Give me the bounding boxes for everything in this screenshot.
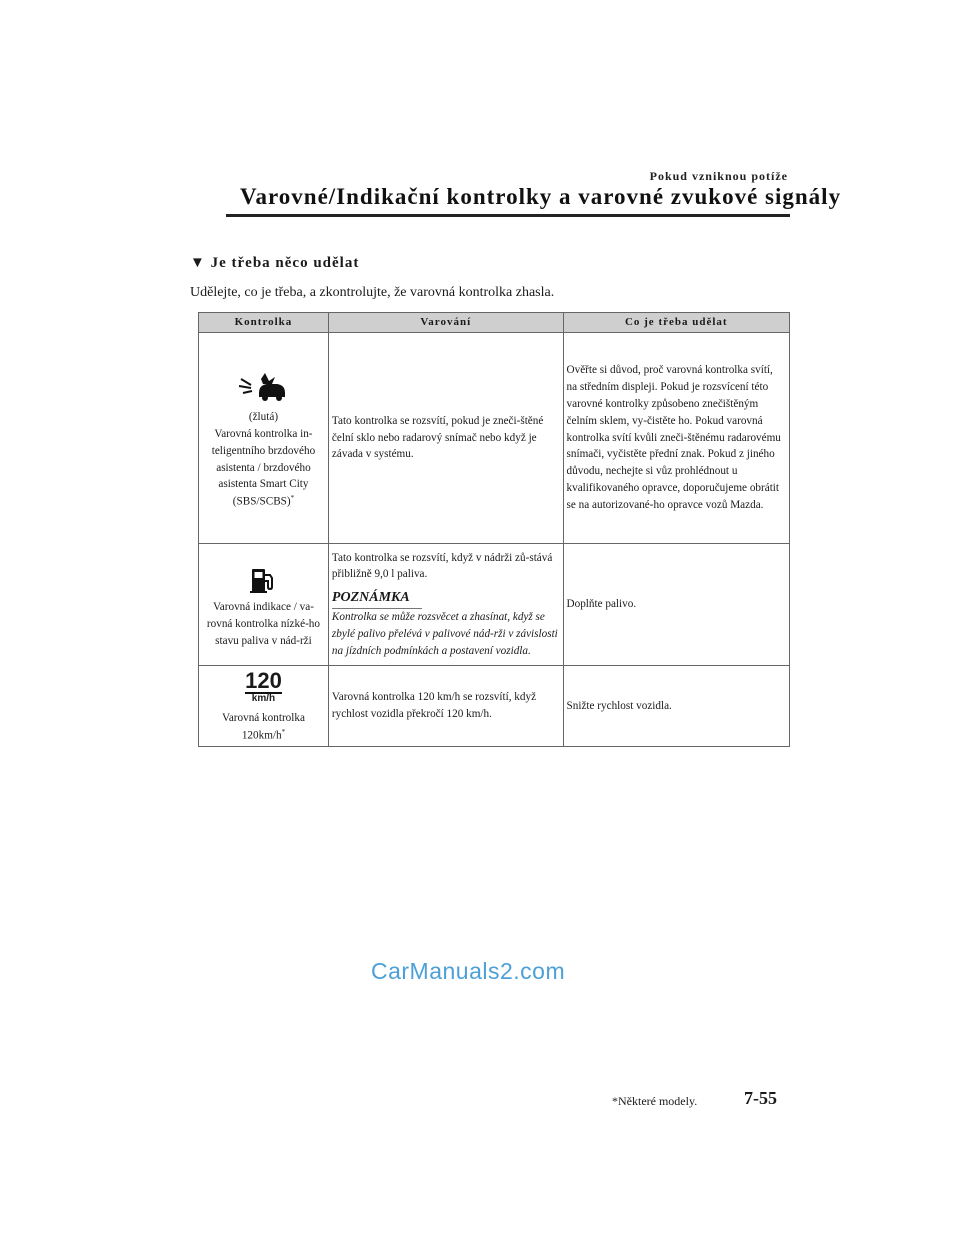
- section-label: Pokud vzniknou potíže: [649, 169, 788, 183]
- column-header-light: Kontrolka: [199, 313, 329, 333]
- fuel-pump-icon: [248, 565, 278, 595]
- table-header-row: [199, 313, 790, 333]
- speed-120-icon: 120 km/h: [245, 668, 282, 704]
- sbs-scbs-icon: [237, 371, 289, 405]
- light-cell: [199, 666, 329, 747]
- warning-cell: Tato kontrolka se rozsvítí, pokud je zneči-štěné čelní sklo nebo radarový snímač nebo když je závada v systému.: [328, 333, 563, 544]
- light-name: Varovná kontrolka in-teligentního brzdového asistenta / brzdového asistenta Smart City (SBS/SCBS)*: [211, 428, 316, 508]
- page-number: 7-55: [744, 1088, 777, 1108]
- subheading: ▼ Je třeba něco udělat: [190, 255, 360, 271]
- warning-light-table: [198, 312, 790, 747]
- warning-cell: Varovná kontrolka 120 km/h se rozsvítí, když rychlost vozidla překročí 120 km/h.: [328, 666, 563, 747]
- action-cell: Ověřte si důvod, proč varovná kontrolka svítí, na středním displeji. Pokud je rozsvícení této varovné kontrolky způsobeno znečištěným čelním sklem, vy-čistěte ho. Pokud varovná kontrolka svítí kvůli zneči-štěnému radarovému snímači, vyčistěte přední znak. Pokud z jiného důvodu, nechejte si vůz prohlédnout u kvalifikovaného opravce, doporučujeme obrátit se na autorizované-ho opravce vozů Mazda.: [563, 333, 789, 544]
- action-cell: Snižte rychlost vozidla.: [563, 666, 789, 747]
- page-title: Varovné/Indikační kontrolky a varovné zvukové signály: [240, 184, 842, 209]
- action-cell: Doplňte palivo.: [563, 544, 789, 666]
- note-text: Kontrolka se může rozsvěcet a zhasínat, když se zbylé palivo přelévá v palivové nád-rži v závislosti na jízdních podmínkách a postavení vozidla.: [331, 611, 558, 657]
- light-cell: [199, 544, 329, 666]
- warning-text: Tato kontrolka se rozsvítí, když v nádrži zů-stává přibližně 9,0 l paliva.: [331, 551, 553, 581]
- table-row: [199, 333, 790, 544]
- note-title: POZNÁMKA: [332, 587, 422, 609]
- light-name: Varovná indikace / va-rovná kontrolka nízké-ho stavu paliva v nád-rži: [206, 601, 320, 647]
- watermark: CarManuals2.com: [371, 958, 566, 984]
- warning-cell: [328, 544, 563, 666]
- light-cell: [199, 333, 329, 544]
- title-rule: [226, 214, 790, 217]
- table-row: [199, 666, 790, 747]
- intro-text: Udělejte, co je třeba, a zkontrolujte, že varovná kontrolka zhasla.: [190, 285, 555, 300]
- light-color-label: (žlutá): [248, 411, 279, 424]
- light-name: Varovná kontrolka 120km/h*: [221, 712, 305, 742]
- table-row: [199, 544, 790, 666]
- footnote: *Některé modely.: [612, 1094, 698, 1108]
- column-header-warning: Varování: [328, 313, 563, 333]
- column-header-action: Co je třeba udělat: [563, 313, 789, 333]
